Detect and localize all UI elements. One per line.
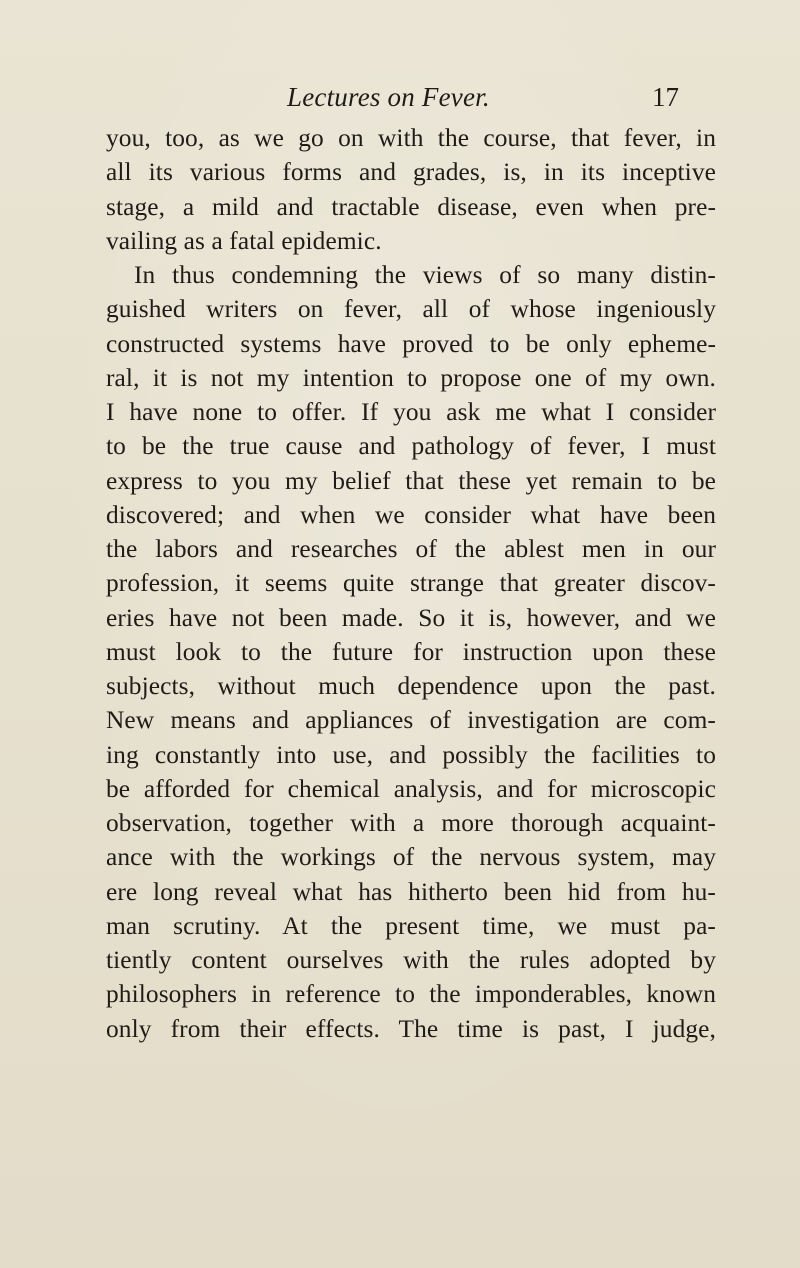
text-line: vailing as a fatal epidemic. xyxy=(106,226,382,255)
text-line: ral, it is not my intention to propose one of my own. xyxy=(106,363,716,392)
text-line: ing constantly into use, and possibly the facilities to xyxy=(106,740,716,769)
text-line: eries have not been made. So it is, however, and we xyxy=(106,603,716,632)
text-line: I have none to offer. If you ask me what I consider xyxy=(106,398,716,426)
running-header xyxy=(0,82,800,112)
text-line: must look to the future for instruction upon these xyxy=(106,637,716,666)
text-line: guished writers on fever, all of whose ingeniously xyxy=(106,295,716,324)
text-line: all its various forms and grades, is, in its inceptive xyxy=(106,158,716,187)
text-line: philosophers in reference to the imponderables, known xyxy=(106,980,716,1009)
text-line: man scrutiny. At the present time, we must pa- xyxy=(106,911,716,940)
text-line: tiently content ourselves with the rules adopted by xyxy=(106,946,716,974)
body-text xyxy=(106,121,716,1046)
text-line: be afforded for chemical analysis, and for microscopic xyxy=(106,774,716,803)
text-line: stage, a mild and tractable disease, even when pre- xyxy=(106,192,716,221)
running-title: Lectures on Fever. xyxy=(287,82,490,112)
text-line: the labors and researches of the ablest men in our xyxy=(106,535,716,563)
text-line: ance with the workings of the nervous system, may xyxy=(106,843,716,872)
text-line: you, too, as we go on with the course, that fever, in xyxy=(106,124,716,152)
text-line: constructed systems have proved to be only epheme- xyxy=(106,329,716,358)
text-line: express to you my belief that these yet remain to be xyxy=(106,466,716,495)
text-line: discovered; and when we consider what have been xyxy=(106,500,716,529)
text-line: observation, together with a more thorough acquaint- xyxy=(106,809,716,837)
page-number: 17 xyxy=(652,82,679,112)
text-line: only from their effects. The time is past, I judge, xyxy=(106,1014,716,1043)
text-line: profession, it seems quite strange that greater discov- xyxy=(106,569,716,598)
text-line: New means and appliances of investigation are com- xyxy=(106,706,716,735)
text-line: ere long reveal what has hitherto been hid from hu- xyxy=(106,877,716,906)
text-line: subjects, without much dependence upon the past. xyxy=(106,672,716,700)
paragraph-first-line: In thus condemning the views of so many distin- xyxy=(134,261,716,289)
text-line: to be the true cause and pathology of fever, I must xyxy=(106,432,716,461)
